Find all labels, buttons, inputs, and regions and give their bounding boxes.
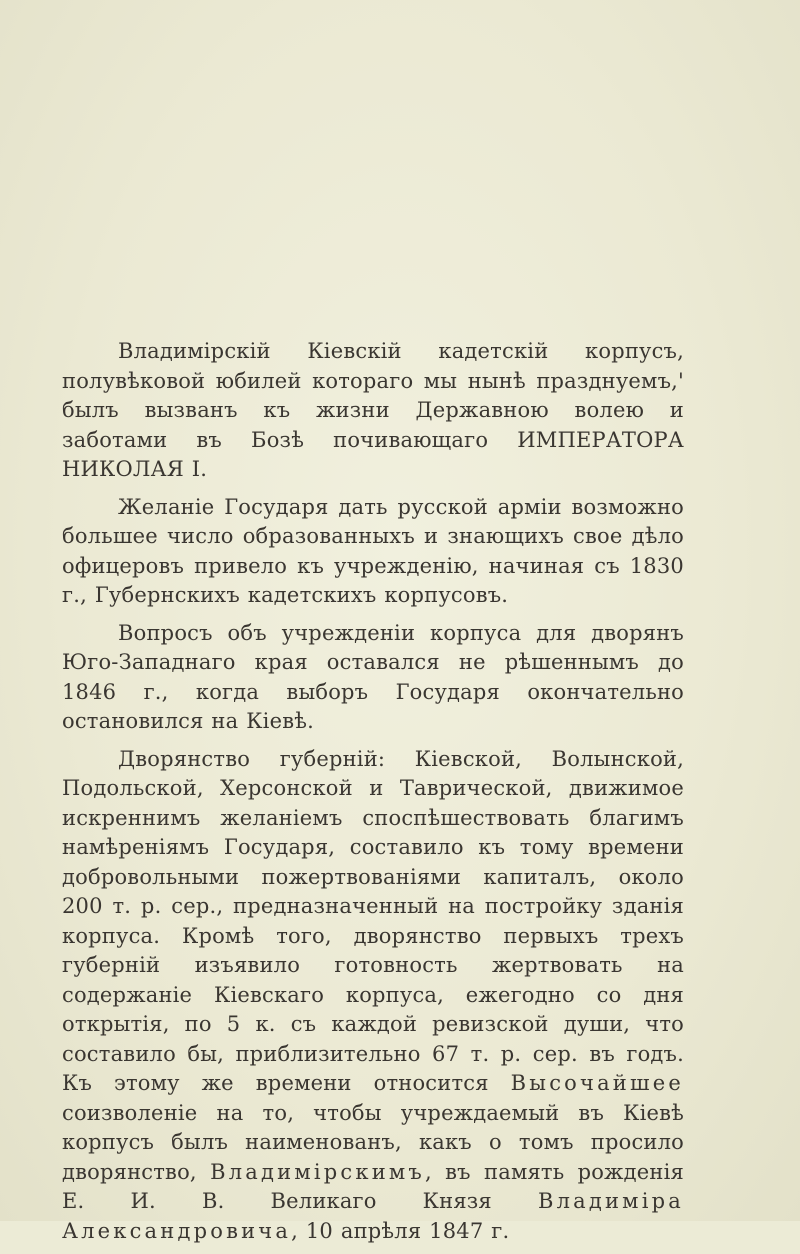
paragraph-1-text: Владимірскій Кіевскій кадетскій корпусъ, полувѣковой юбилей котораго мы нынѣ празднуемъ,' былъ вызванъ къ жизни Державною волею и заботами въ Бозѣ почивающаго ИМПЕРАТОРА НИКОЛАЯ I.: [62, 339, 684, 481]
paragraph-1: [62, 337, 684, 485]
paragraph-2-text: Желаніе Государя дать русской арміи возможно большее число образованныхъ и знающихъ свое дѣло офицеровъ привело къ учрежденію, начиная съ 1830 г., Губернскихъ кадетскихъ корпусовъ.: [62, 494, 684, 607]
paragraph-4: [62, 745, 684, 1247]
document-text: [62, 337, 684, 1254]
paragraph-3-text: Вопросъ объ учрежденіи корпуса для дворянъ Юго-Западнаго края оставался не рѣшеннымъ до 1846 г., когда выборъ Государя окончательно остановился на Кіевѣ.: [62, 620, 684, 733]
paragraph-4-text-2: соизволеніе на то, чтобы учреждаемый въ Кіевѣ корпусъ былъ наименованъ, какъ о томъ просило дворянство,: [62, 1100, 684, 1184]
paragraph-4-spaced-emphasis-2: Владимірскимъ: [210, 1159, 425, 1184]
paragraph-4-spaced-emphasis-3: Владиміра Александровича: [62, 1189, 684, 1243]
paragraph-4-text-4: , 10 апрѣля 1847 г.: [291, 1218, 510, 1243]
paragraph-2: [62, 493, 684, 611]
paragraph-3: [62, 619, 684, 737]
paragraph-4-text-1: Дворянство губерній: Кіевской, Волынской, Подольской, Херсонской и Таврической, движимое искреннимъ желаніемъ споспѣшествовать благимъ намѣреніямъ Государя, составило къ тому времени добровольными пожертвованіями капиталъ, около 200 т. р. сер., предназначенный на постройку зданія корпуса. Кромѣ того, дворянство первыхъ трехъ губерній изъявило готовность жертвовать на содержаніе Кіевскаго корпуса, ежегодно со дня открытія, по 5 к. съ каждой ревизской души, что составило бы, приблизительно 67 т. р. сер. въ годъ. Къ этому же времени относится: [62, 746, 684, 1095]
paragraph-4-text-3: , въ память рожденія Е. И. В. Великаго Князя: [62, 1159, 684, 1213]
paragraph-4-spaced-emphasis-1: Высочайшее: [510, 1071, 684, 1095]
